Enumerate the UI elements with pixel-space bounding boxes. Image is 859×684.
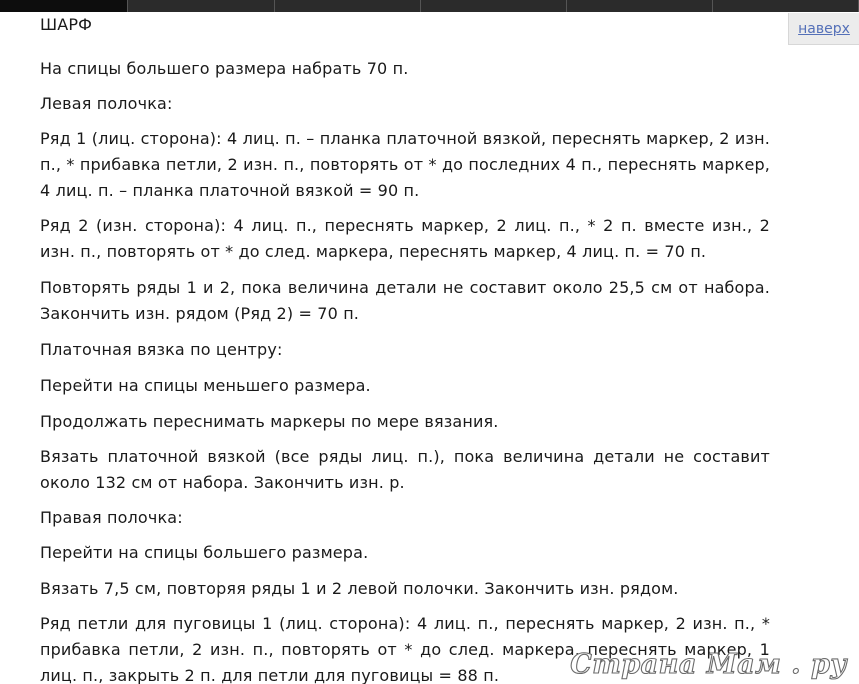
right-front-heading: Правая полочка: bbox=[40, 508, 183, 527]
markers-instruction: Продолжать переснимать маркеры по мере вязания. bbox=[40, 412, 499, 431]
nav-tab[interactable] bbox=[567, 0, 713, 12]
nav-tab[interactable] bbox=[421, 0, 567, 12]
repeat-rows-instruction: Повторять ряды 1 и 2, пока величина детали не составит около 25,5 см от набора. Закончить изн. рядом (Ряд 2) = 70 п. bbox=[40, 278, 770, 323]
buttonhole-row-instruction: Ряд петли для пуговицы 1 (лиц. сторона): 4 лиц. п., переснять маркер, 2 изн. п., * прибавка петли, 2 изн. п., повторять от * до след. маркера, переснять маркер, 1 лиц. п., закрыть 2 п. для петли для пуговицы = 88 п. bbox=[40, 614, 770, 684]
section-title: ШАРФ bbox=[40, 15, 93, 34]
knit-rows-instruction: Вязать 7,5 см, повторяя ряды 1 и 2 левой полочки. Закончить изн. рядом. bbox=[40, 579, 679, 598]
nav-tab-active[interactable] bbox=[0, 0, 128, 12]
garter-knit-instruction: Вязать платочной вязкой (все ряды лиц. п.), пока величина детали не составит около 132 см от набора. Закончить изн. р. bbox=[40, 447, 770, 492]
row-1-instruction: Ряд 1 (лиц. сторона): 4 лиц. п. – планка платочной вязкой, переснять маркер, 2 изн. п., * прибавка петли, 2 изн. п., повторять от * до последних 4 п., переснять маркер, 4 лиц. п. – планка платочной вязкой = 90 п. bbox=[40, 129, 770, 200]
nav-tab[interactable] bbox=[128, 0, 275, 12]
top-nav-bar bbox=[0, 0, 859, 12]
back-to-top-link[interactable]: наверх bbox=[798, 20, 850, 37]
nav-tab[interactable] bbox=[275, 0, 421, 12]
pattern-text bbox=[40, 12, 770, 684]
site-logo-watermark: Страна Мам . ру bbox=[570, 649, 847, 680]
cast-on-instruction: На спицы большего размера набрать 70 п. bbox=[40, 59, 409, 78]
smaller-needles-instruction: Перейти на спицы меньшего размера. bbox=[40, 376, 371, 395]
left-front-heading: Левая полочка: bbox=[40, 94, 173, 113]
nav-tab[interactable] bbox=[713, 0, 859, 12]
row-2-instruction: Ряд 2 (изн. сторона): 4 лиц. п., переснять маркер, 2 лиц. п., * 2 п. вместе изн., 2 изн. п., повторять от * до след. маркера, переснять маркер, 4 лиц. п. = 70 п. bbox=[40, 216, 770, 261]
center-garter-heading: Платочная вязка по центру: bbox=[40, 340, 283, 359]
back-to-top bbox=[788, 13, 859, 45]
larger-needles-instruction: Перейти на спицы большего размера. bbox=[40, 543, 369, 562]
